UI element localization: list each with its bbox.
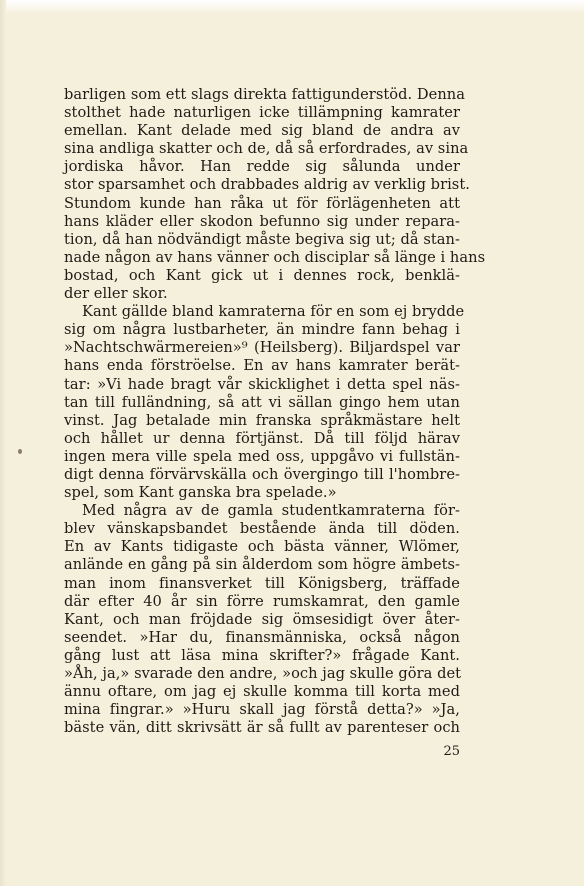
text-line: jordiska håvor. Han redde sig sålunda under bbox=[64, 158, 460, 176]
text-line: blev vänskapsbandet bestående ända till döden. bbox=[64, 520, 460, 538]
text-line: digt denna förvärvskälla och övergingo till l'hombre- bbox=[64, 465, 460, 483]
text-line: sina andliga skatter och de, då så erfordrades, av sina bbox=[64, 140, 469, 158]
text-line: sig om några lustbarheter, än mindre fann behag i bbox=[64, 321, 460, 339]
text-line: mina fingrar.» »Huru skall jag förstå detta?» »Ja, bbox=[64, 701, 460, 719]
text-line: »Nachtschwärmereien»⁹ (Heilsberg). Biljardspel var bbox=[64, 339, 460, 357]
text-line: ännu oftare, om jag ej skulle komma till korta med bbox=[64, 683, 460, 701]
text-line: och hållet ur denna förtjänst. Då till följd härav bbox=[64, 429, 460, 447]
text-line: spel, som Kant ganska bra spelade.» bbox=[64, 484, 337, 502]
text-line: bäste vän, ditt skrivsätt är så fullt av parenteser och bbox=[64, 719, 460, 737]
text-line: Kant gällde bland kamraterna för en som ej brydde bbox=[82, 303, 465, 321]
text-line: ingen mera ville spela med oss, uppgåvo vi fullstän- bbox=[64, 447, 460, 465]
margin-mark bbox=[18, 449, 22, 454]
text-line: Stundom kunde han råka ut för förlägenheten att bbox=[64, 194, 460, 212]
text-line: stor sparsamhet och drabbades aldrig av verklig brist. bbox=[64, 176, 470, 194]
text-line: tar: »Vi hade bragt vår skicklighet i detta spel näs- bbox=[64, 375, 460, 393]
text-line: hans enda förströelse. En av hans kamrater berät- bbox=[64, 357, 460, 375]
text-line: seendet. »Har du, finansmänniska, också någon bbox=[64, 628, 460, 646]
page-top-edge bbox=[0, 0, 584, 14]
text-line: bostad, och Kant gick ut i dennes rock, benklä- bbox=[64, 266, 460, 284]
text-line: emellan. Kant delade med sig bland de andra av bbox=[64, 122, 460, 140]
text-line: där efter 40 år sin förre rumskamrat, den gamle bbox=[64, 592, 460, 610]
text-line: En av Kants tidigaste och bästa vänner, Wlömer, bbox=[64, 538, 460, 556]
text-line: Kant, och man fröjdade sig ömsesidigt över åter- bbox=[64, 610, 460, 628]
page-number: 25 bbox=[443, 744, 460, 759]
body-text bbox=[64, 86, 486, 737]
text-line: gång lust att läsa mina skrifter?» frågade Kant. bbox=[64, 646, 460, 664]
page-left-edge bbox=[0, 0, 6, 886]
text-line: stolthet hade naturligen icke tillämpning kamrater bbox=[64, 104, 460, 122]
text-line: man inom finansverket till Königsberg, träffade bbox=[64, 574, 460, 592]
text-line: tion, då han nödvändigt måste begiva sig ut; då stan- bbox=[64, 230, 460, 248]
text-line: barligen som ett slags direkta fattigunderstöd. Denna bbox=[64, 86, 465, 103]
text-line: der eller skor. bbox=[64, 285, 168, 303]
text-line: anlände en gång på sin ålderdom som högre ämbets- bbox=[64, 556, 460, 574]
text-line: »Åh, ja,» svarade den andre, »och jag skulle göra det bbox=[64, 665, 462, 682]
text-line: Med några av de gamla studentkamraterna för- bbox=[82, 502, 460, 520]
text-line: vinst. Jag betalade min franska språkmästare helt bbox=[64, 411, 460, 429]
text-line: nade någon av hans vänner och disciplar så länge i hans bbox=[64, 248, 486, 266]
text-line: tan till fulländning, så att vi sällan gingo hem utan bbox=[64, 393, 460, 411]
text-line: hans kläder eller skodon befunno sig under repara- bbox=[64, 212, 460, 230]
